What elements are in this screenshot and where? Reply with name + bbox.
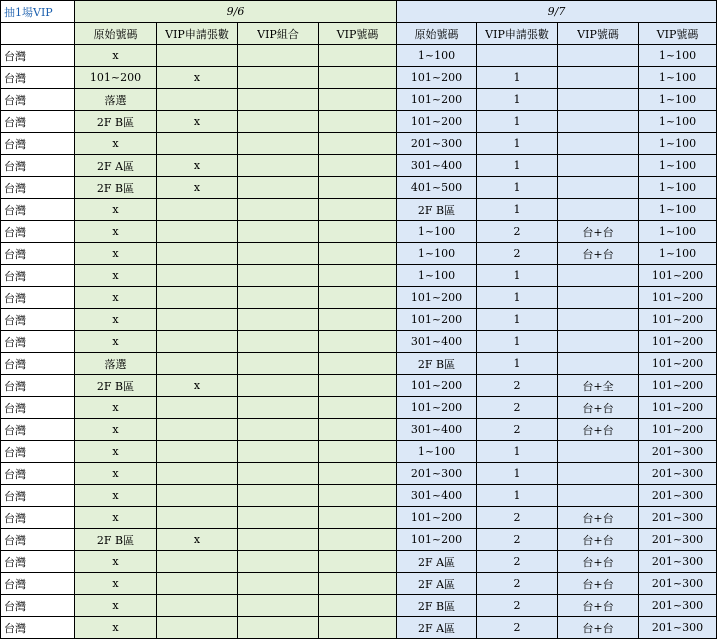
- original-number-9-7-cell[interactable]: 1~100: [397, 441, 477, 463]
- original-number-9-7-cell[interactable]: 2F B區: [397, 595, 477, 617]
- original-number-9-6-cell[interactable]: 2F B區: [75, 111, 157, 133]
- vip-combo-9-6-cell[interactable]: [238, 419, 319, 441]
- original-number-9-6-cell[interactable]: 101~200: [75, 67, 157, 89]
- vip-number-a-9-7-cell[interactable]: 台+台: [558, 419, 639, 441]
- header-vip-number-9-6[interactable]: VIP號碼: [319, 23, 397, 45]
- vip-apply-count-9-6-cell[interactable]: [157, 309, 238, 331]
- region-cell[interactable]: 台灣: [1, 177, 75, 199]
- vip-number-b-9-7-cell[interactable]: 201~300: [639, 463, 717, 485]
- vip-combo-9-6-cell[interactable]: [238, 375, 319, 397]
- vip-number-9-6-cell[interactable]: [319, 595, 397, 617]
- vip-combo-9-6-cell[interactable]: [238, 287, 319, 309]
- header-vip-combo-9-6[interactable]: VIP組合: [238, 23, 319, 45]
- original-number-9-7-cell[interactable]: 401~500: [397, 177, 477, 199]
- table-row: [1, 309, 717, 331]
- table-row: [1, 199, 717, 221]
- vip-number-b-9-7-cell[interactable]: 1~100: [639, 111, 717, 133]
- vip-number-b-9-7-cell[interactable]: 201~300: [639, 485, 717, 507]
- original-number-9-6-cell[interactable]: x: [75, 45, 157, 67]
- vip-number-a-9-7-cell[interactable]: [558, 111, 639, 133]
- region-cell[interactable]: 台灣: [1, 419, 75, 441]
- vip-apply-count-9-6-cell[interactable]: [157, 397, 238, 419]
- vip-number-9-6-cell[interactable]: [319, 573, 397, 595]
- region-cell[interactable]: 台灣: [1, 507, 75, 529]
- region-cell[interactable]: 台灣: [1, 551, 75, 573]
- original-number-9-7-cell[interactable]: 101~200: [397, 111, 477, 133]
- vip-apply-count-9-6-cell[interactable]: [157, 463, 238, 485]
- region-cell[interactable]: 台灣: [1, 265, 75, 287]
- vip-apply-count-9-6-cell[interactable]: [157, 331, 238, 353]
- region-cell[interactable]: 台灣: [1, 155, 75, 177]
- table-row: [1, 265, 717, 287]
- vip-combo-9-6-cell[interactable]: [238, 155, 319, 177]
- vip-number-9-6-cell[interactable]: [319, 221, 397, 243]
- vip-number-9-6-cell[interactable]: [319, 419, 397, 441]
- vip-number-9-6-cell[interactable]: [319, 397, 397, 419]
- vip-number-a-9-7-cell[interactable]: [558, 155, 639, 177]
- vip-combo-9-6-cell[interactable]: [238, 89, 319, 111]
- vip-apply-count-9-7-cell[interactable]: 1: [477, 353, 558, 375]
- table-row: [1, 551, 717, 573]
- table-row: [1, 243, 717, 265]
- header-vip-apply-count-9-7[interactable]: VIP申請張數: [477, 23, 558, 45]
- vip-apply-count-9-7-cell[interactable]: 1: [477, 67, 558, 89]
- vip-number-b-9-7-cell[interactable]: 201~300: [639, 595, 717, 617]
- original-number-9-6-cell[interactable]: x: [75, 551, 157, 573]
- table-row: [1, 507, 717, 529]
- date-header-row: [1, 1, 717, 23]
- vip-apply-count-9-6-cell[interactable]: x: [157, 375, 238, 397]
- table-row: [1, 463, 717, 485]
- region-cell[interactable]: 台灣: [1, 133, 75, 155]
- original-number-9-7-cell[interactable]: 101~200: [397, 309, 477, 331]
- original-number-9-6-cell[interactable]: 2F B區: [75, 375, 157, 397]
- vip-number-9-6-cell[interactable]: [319, 67, 397, 89]
- original-number-9-6-cell[interactable]: x: [75, 485, 157, 507]
- vip-number-a-9-7-cell[interactable]: 台+台: [558, 617, 639, 639]
- vip-combo-9-6-cell[interactable]: [238, 199, 319, 221]
- vip-number-b-9-7-cell[interactable]: 1~100: [639, 89, 717, 111]
- vip-number-9-6-cell[interactable]: [319, 45, 397, 67]
- original-number-9-7-cell[interactable]: 2F A區: [397, 573, 477, 595]
- vip-combo-9-6-cell[interactable]: [238, 573, 319, 595]
- vip-apply-count-9-7-cell[interactable]: 1: [477, 331, 558, 353]
- vip-apply-count-9-6-cell[interactable]: [157, 441, 238, 463]
- date-9-6[interactable]: 9/6: [75, 1, 397, 23]
- original-number-9-6-cell[interactable]: x: [75, 221, 157, 243]
- vip-apply-count-9-7-cell[interactable]: 1: [477, 155, 558, 177]
- original-number-9-6-cell[interactable]: x: [75, 397, 157, 419]
- vip-combo-9-6-cell[interactable]: [238, 529, 319, 551]
- original-number-9-7-cell[interactable]: 2F A區: [397, 617, 477, 639]
- original-number-9-6-cell[interactable]: x: [75, 617, 157, 639]
- original-number-9-7-cell[interactable]: 1~100: [397, 45, 477, 67]
- vip-number-b-9-7-cell[interactable]: 101~200: [639, 287, 717, 309]
- original-number-9-6-cell[interactable]: x: [75, 463, 157, 485]
- vip-number-a-9-7-cell[interactable]: [558, 353, 639, 375]
- vip-number-b-9-7-cell[interactable]: 201~300: [639, 529, 717, 551]
- vip-apply-count-9-7-cell[interactable]: 1: [477, 199, 558, 221]
- vip-number-9-6-cell[interactable]: [319, 89, 397, 111]
- sheet-title[interactable]: 抽1場VIP: [1, 1, 75, 23]
- table-row: [1, 155, 717, 177]
- vip-combo-9-6-cell[interactable]: [238, 485, 319, 507]
- table-row: [1, 573, 717, 595]
- original-number-9-7-cell[interactable]: 301~400: [397, 155, 477, 177]
- vip-number-a-9-7-cell[interactable]: 台+台: [558, 573, 639, 595]
- header-original-number-9-7[interactable]: 原始號碼: [397, 23, 477, 45]
- vip-apply-count-9-6-cell[interactable]: [157, 507, 238, 529]
- original-number-9-7-cell[interactable]: 201~300: [397, 463, 477, 485]
- original-number-9-6-cell[interactable]: x: [75, 419, 157, 441]
- vip-number-9-6-cell[interactable]: [319, 485, 397, 507]
- vip-combo-9-6-cell[interactable]: [238, 551, 319, 573]
- vip-number-9-6-cell[interactable]: [319, 155, 397, 177]
- original-number-9-7-cell[interactable]: 101~200: [397, 397, 477, 419]
- vip-apply-count-9-6-cell[interactable]: [157, 573, 238, 595]
- vip-number-b-9-7-cell[interactable]: 101~200: [639, 353, 717, 375]
- vip-number-a-9-7-cell[interactable]: [558, 265, 639, 287]
- table-row: [1, 221, 717, 243]
- vip-number-b-9-7-cell[interactable]: 1~100: [639, 221, 717, 243]
- original-number-9-7-cell[interactable]: 1~100: [397, 221, 477, 243]
- vip-apply-count-9-6-cell[interactable]: [157, 485, 238, 507]
- vip-number-b-9-7-cell[interactable]: 101~200: [639, 375, 717, 397]
- vip-number-9-6-cell[interactable]: [319, 617, 397, 639]
- table-row: [1, 89, 717, 111]
- vip-apply-count-9-7-cell[interactable]: 1: [477, 287, 558, 309]
- vip-number-9-6-cell[interactable]: [319, 287, 397, 309]
- vip-apply-count-9-7-cell[interactable]: 1: [477, 309, 558, 331]
- vip-number-a-9-7-cell[interactable]: [558, 309, 639, 331]
- vip-combo-9-6-cell[interactable]: [238, 507, 319, 529]
- vip-number-9-6-cell[interactable]: [319, 529, 397, 551]
- vip-apply-count-9-6-cell[interactable]: [157, 617, 238, 639]
- region-cell[interactable]: 台灣: [1, 595, 75, 617]
- vip-combo-9-6-cell[interactable]: [238, 331, 319, 353]
- vip-combo-9-6-cell[interactable]: [238, 265, 319, 287]
- original-number-9-6-cell[interactable]: x: [75, 441, 157, 463]
- vip-apply-count-9-7-cell[interactable]: 1: [477, 133, 558, 155]
- table-row: [1, 375, 717, 397]
- table-row: [1, 45, 717, 67]
- vip-apply-count-9-7-cell[interactable]: 2: [477, 617, 558, 639]
- vip-number-b-9-7-cell[interactable]: 201~300: [639, 551, 717, 573]
- vip-apply-count-9-6-cell[interactable]: x: [157, 177, 238, 199]
- vip-number-a-9-7-cell[interactable]: [558, 441, 639, 463]
- vip-combo-9-6-cell[interactable]: [238, 67, 319, 89]
- vip-apply-count-9-7-cell[interactable]: 2: [477, 375, 558, 397]
- region-cell[interactable]: 台灣: [1, 485, 75, 507]
- region-cell[interactable]: 台灣: [1, 199, 75, 221]
- original-number-9-7-cell[interactable]: 301~400: [397, 331, 477, 353]
- header-vip-number-a-9-7[interactable]: VIP號碼: [558, 23, 639, 45]
- vip-number-9-6-cell[interactable]: [319, 441, 397, 463]
- original-number-9-7-cell[interactable]: 301~400: [397, 485, 477, 507]
- region-cell[interactable]: 台灣: [1, 463, 75, 485]
- vip-number-b-9-7-cell[interactable]: 1~100: [639, 67, 717, 89]
- vip-combo-9-6-cell[interactable]: [238, 617, 319, 639]
- original-number-9-7-cell[interactable]: 2F A區: [397, 551, 477, 573]
- vip-number-b-9-7-cell[interactable]: 201~300: [639, 617, 717, 639]
- vip-number-b-9-7-cell[interactable]: 1~100: [639, 155, 717, 177]
- header-empty-cell[interactable]: [1, 23, 75, 45]
- original-number-9-7-cell[interactable]: 101~200: [397, 375, 477, 397]
- region-cell[interactable]: 台灣: [1, 309, 75, 331]
- vip-number-b-9-7-cell[interactable]: 101~200: [639, 419, 717, 441]
- vip-number-b-9-7-cell[interactable]: 101~200: [639, 265, 717, 287]
- table-row: [1, 485, 717, 507]
- table-row: [1, 111, 717, 133]
- original-number-9-6-cell[interactable]: x: [75, 595, 157, 617]
- table-row: [1, 331, 717, 353]
- original-number-9-6-cell[interactable]: 落選: [75, 353, 157, 375]
- original-number-9-6-cell[interactable]: 2F B區: [75, 529, 157, 551]
- vip-apply-count-9-7-cell[interactable]: 1: [477, 441, 558, 463]
- vip-apply-count-9-7-cell[interactable]: 2: [477, 243, 558, 265]
- region-cell[interactable]: 台灣: [1, 287, 75, 309]
- region-cell[interactable]: 台灣: [1, 67, 75, 89]
- vip-apply-count-9-6-cell[interactable]: [157, 287, 238, 309]
- vip-number-a-9-7-cell[interactable]: [558, 287, 639, 309]
- original-number-9-6-cell[interactable]: x: [75, 287, 157, 309]
- vip-number-9-6-cell[interactable]: [319, 353, 397, 375]
- vip-apply-count-9-7-cell[interactable]: 2: [477, 573, 558, 595]
- vip-number-9-6-cell[interactable]: [319, 265, 397, 287]
- vip-combo-9-6-cell[interactable]: [238, 397, 319, 419]
- vip-apply-count-9-7-cell[interactable]: 2: [477, 397, 558, 419]
- table-row: [1, 397, 717, 419]
- vip-number-b-9-7-cell[interactable]: 101~200: [639, 331, 717, 353]
- header-original-number-9-6[interactable]: 原始號碼: [75, 23, 157, 45]
- vip-number-9-6-cell[interactable]: [319, 331, 397, 353]
- region-cell[interactable]: 台灣: [1, 221, 75, 243]
- table-row: [1, 419, 717, 441]
- table-row: [1, 441, 717, 463]
- vip-number-a-9-7-cell[interactable]: [558, 463, 639, 485]
- original-number-9-6-cell[interactable]: 2F B區: [75, 177, 157, 199]
- region-cell[interactable]: 台灣: [1, 375, 75, 397]
- vip-number-a-9-7-cell[interactable]: [558, 331, 639, 353]
- vip-apply-count-9-7-cell[interactable]: 2: [477, 529, 558, 551]
- vip-apply-count-9-6-cell[interactable]: [157, 133, 238, 155]
- vip-apply-count-9-6-cell[interactable]: [157, 89, 238, 111]
- original-number-9-6-cell[interactable]: x: [75, 331, 157, 353]
- vip-number-a-9-7-cell[interactable]: [558, 133, 639, 155]
- original-number-9-6-cell[interactable]: x: [75, 199, 157, 221]
- region-cell[interactable]: 台灣: [1, 353, 75, 375]
- region-cell[interactable]: 台灣: [1, 529, 75, 551]
- region-cell[interactable]: 台灣: [1, 111, 75, 133]
- vip-number-b-9-7-cell[interactable]: 101~200: [639, 309, 717, 331]
- original-number-9-7-cell[interactable]: 1~100: [397, 243, 477, 265]
- original-number-9-6-cell[interactable]: x: [75, 265, 157, 287]
- vip-apply-count-9-7-cell[interactable]: 1: [477, 111, 558, 133]
- table-row: [1, 177, 717, 199]
- region-cell[interactable]: 台灣: [1, 45, 75, 67]
- vip-number-b-9-7-cell[interactable]: 1~100: [639, 45, 717, 67]
- original-number-9-7-cell[interactable]: 301~400: [397, 419, 477, 441]
- table-row: [1, 529, 717, 551]
- original-number-9-7-cell[interactable]: 1~100: [397, 265, 477, 287]
- region-cell[interactable]: 台灣: [1, 397, 75, 419]
- original-number-9-7-cell[interactable]: 2F B區: [397, 199, 477, 221]
- vip-number-9-6-cell[interactable]: [319, 243, 397, 265]
- vip-apply-count-9-6-cell[interactable]: [157, 551, 238, 573]
- vip-number-a-9-7-cell[interactable]: 台+台: [558, 243, 639, 265]
- vip-number-a-9-7-cell[interactable]: 台+台: [558, 397, 639, 419]
- table-row: [1, 67, 717, 89]
- table-row: [1, 353, 717, 375]
- vip-apply-count-9-7-cell[interactable]: 1: [477, 177, 558, 199]
- vip-number-b-9-7-cell[interactable]: 1~100: [639, 133, 717, 155]
- vip-number-9-6-cell[interactable]: [319, 133, 397, 155]
- column-header-row: [1, 23, 717, 45]
- vip-combo-9-6-cell[interactable]: [238, 221, 319, 243]
- vip-apply-count-9-6-cell[interactable]: x: [157, 67, 238, 89]
- vip-combo-9-6-cell[interactable]: [238, 177, 319, 199]
- table-row: [1, 287, 717, 309]
- vip-apply-count-9-7-cell[interactable]: [477, 45, 558, 67]
- original-number-9-7-cell[interactable]: 101~200: [397, 89, 477, 111]
- vip-number-b-9-7-cell[interactable]: 101~200: [639, 397, 717, 419]
- vip-combo-9-6-cell[interactable]: [238, 463, 319, 485]
- region-cell[interactable]: 台灣: [1, 617, 75, 639]
- vip-apply-count-9-7-cell[interactable]: 2: [477, 507, 558, 529]
- vip-apply-count-9-6-cell[interactable]: [157, 419, 238, 441]
- original-number-9-7-cell[interactable]: 2F B區: [397, 353, 477, 375]
- vip-number-a-9-7-cell[interactable]: 台+台: [558, 595, 639, 617]
- vip-number-a-9-7-cell[interactable]: [558, 67, 639, 89]
- vip-combo-9-6-cell[interactable]: [238, 111, 319, 133]
- vip-number-9-6-cell[interactable]: [319, 177, 397, 199]
- original-number-9-7-cell[interactable]: 201~300: [397, 133, 477, 155]
- region-cell[interactable]: 台灣: [1, 573, 75, 595]
- original-number-9-6-cell[interactable]: x: [75, 133, 157, 155]
- original-number-9-6-cell[interactable]: x: [75, 309, 157, 331]
- region-cell[interactable]: 台灣: [1, 331, 75, 353]
- vip-apply-count-9-6-cell[interactable]: [157, 353, 238, 375]
- table-row: [1, 133, 717, 155]
- vip-combo-9-6-cell[interactable]: [238, 441, 319, 463]
- vip-apply-count-9-7-cell[interactable]: 2: [477, 419, 558, 441]
- vip-apply-count-9-6-cell[interactable]: x: [157, 111, 238, 133]
- vip-apply-count-9-7-cell[interactable]: 2: [477, 551, 558, 573]
- vip-number-b-9-7-cell[interactable]: 201~300: [639, 507, 717, 529]
- vip-apply-count-9-6-cell[interactable]: x: [157, 155, 238, 177]
- vip-apply-count-9-7-cell[interactable]: 1: [477, 265, 558, 287]
- original-number-9-7-cell[interactable]: 101~200: [397, 507, 477, 529]
- vip-combo-9-6-cell[interactable]: [238, 595, 319, 617]
- header-vip-apply-count-9-6[interactable]: VIP申請張數: [157, 23, 238, 45]
- date-9-7[interactable]: 9/7: [397, 1, 717, 23]
- vip-number-9-6-cell[interactable]: [319, 111, 397, 133]
- vip-apply-count-9-7-cell[interactable]: 1: [477, 485, 558, 507]
- vip-number-a-9-7-cell[interactable]: [558, 45, 639, 67]
- vip-combo-9-6-cell[interactable]: [238, 133, 319, 155]
- original-number-9-6-cell[interactable]: x: [75, 573, 157, 595]
- original-number-9-7-cell[interactable]: 101~200: [397, 67, 477, 89]
- vip-number-a-9-7-cell[interactable]: 台+台: [558, 221, 639, 243]
- vip-number-a-9-7-cell[interactable]: [558, 485, 639, 507]
- vip-number-a-9-7-cell[interactable]: [558, 177, 639, 199]
- table-row: [1, 595, 717, 617]
- vip-apply-count-9-6-cell[interactable]: [157, 221, 238, 243]
- vip-number-a-9-7-cell[interactable]: 台+全: [558, 375, 639, 397]
- vip-number-a-9-7-cell[interactable]: 台+台: [558, 551, 639, 573]
- original-number-9-7-cell[interactable]: 101~200: [397, 529, 477, 551]
- vip-combo-9-6-cell[interactable]: [238, 353, 319, 375]
- vip-number-9-6-cell[interactable]: [319, 199, 397, 221]
- vip-combo-9-6-cell[interactable]: [238, 243, 319, 265]
- vip-number-b-9-7-cell[interactable]: 1~100: [639, 243, 717, 265]
- original-number-9-7-cell[interactable]: 101~200: [397, 287, 477, 309]
- original-number-9-6-cell[interactable]: x: [75, 243, 157, 265]
- vip-number-b-9-7-cell[interactable]: 1~100: [639, 199, 717, 221]
- original-number-9-6-cell[interactable]: x: [75, 507, 157, 529]
- vip-number-9-6-cell[interactable]: [319, 309, 397, 331]
- vip-number-9-6-cell[interactable]: [319, 375, 397, 397]
- vip-number-b-9-7-cell[interactable]: 201~300: [639, 573, 717, 595]
- vip-apply-count-9-6-cell[interactable]: [157, 45, 238, 67]
- vip-apply-count-9-7-cell[interactable]: 2: [477, 221, 558, 243]
- vip-apply-count-9-7-cell[interactable]: 1: [477, 463, 558, 485]
- region-cell[interactable]: 台灣: [1, 441, 75, 463]
- vip-apply-count-9-6-cell[interactable]: [157, 199, 238, 221]
- vip-number-a-9-7-cell[interactable]: [558, 199, 639, 221]
- vip-number-b-9-7-cell[interactable]: 201~300: [639, 441, 717, 463]
- vip-number-a-9-7-cell[interactable]: 台+台: [558, 507, 639, 529]
- vip-number-a-9-7-cell[interactable]: 台+台: [558, 529, 639, 551]
- vip-combo-9-6-cell[interactable]: [238, 45, 319, 67]
- vip-number-9-6-cell[interactable]: [319, 463, 397, 485]
- vip-apply-count-9-6-cell[interactable]: [157, 265, 238, 287]
- vip-number-9-6-cell[interactable]: [319, 507, 397, 529]
- region-cell[interactable]: 台灣: [1, 89, 75, 111]
- vip-combo-9-6-cell[interactable]: [238, 309, 319, 331]
- vip-apply-count-9-7-cell[interactable]: 2: [477, 595, 558, 617]
- region-cell[interactable]: 台灣: [1, 243, 75, 265]
- vip-number-9-6-cell[interactable]: [319, 551, 397, 573]
- vip-apply-count-9-6-cell[interactable]: [157, 595, 238, 617]
- header-vip-number-b-9-7[interactable]: VIP號碼: [639, 23, 717, 45]
- vip-number-a-9-7-cell[interactable]: [558, 89, 639, 111]
- vip-apply-count-9-7-cell[interactable]: 1: [477, 89, 558, 111]
- original-number-9-6-cell[interactable]: 2F A區: [75, 155, 157, 177]
- original-number-9-6-cell[interactable]: 落選: [75, 89, 157, 111]
- table-row: [1, 617, 717, 639]
- vip-number-b-9-7-cell[interactable]: 1~100: [639, 177, 717, 199]
- vip-apply-count-9-6-cell[interactable]: [157, 243, 238, 265]
- vip-apply-count-9-6-cell[interactable]: x: [157, 529, 238, 551]
